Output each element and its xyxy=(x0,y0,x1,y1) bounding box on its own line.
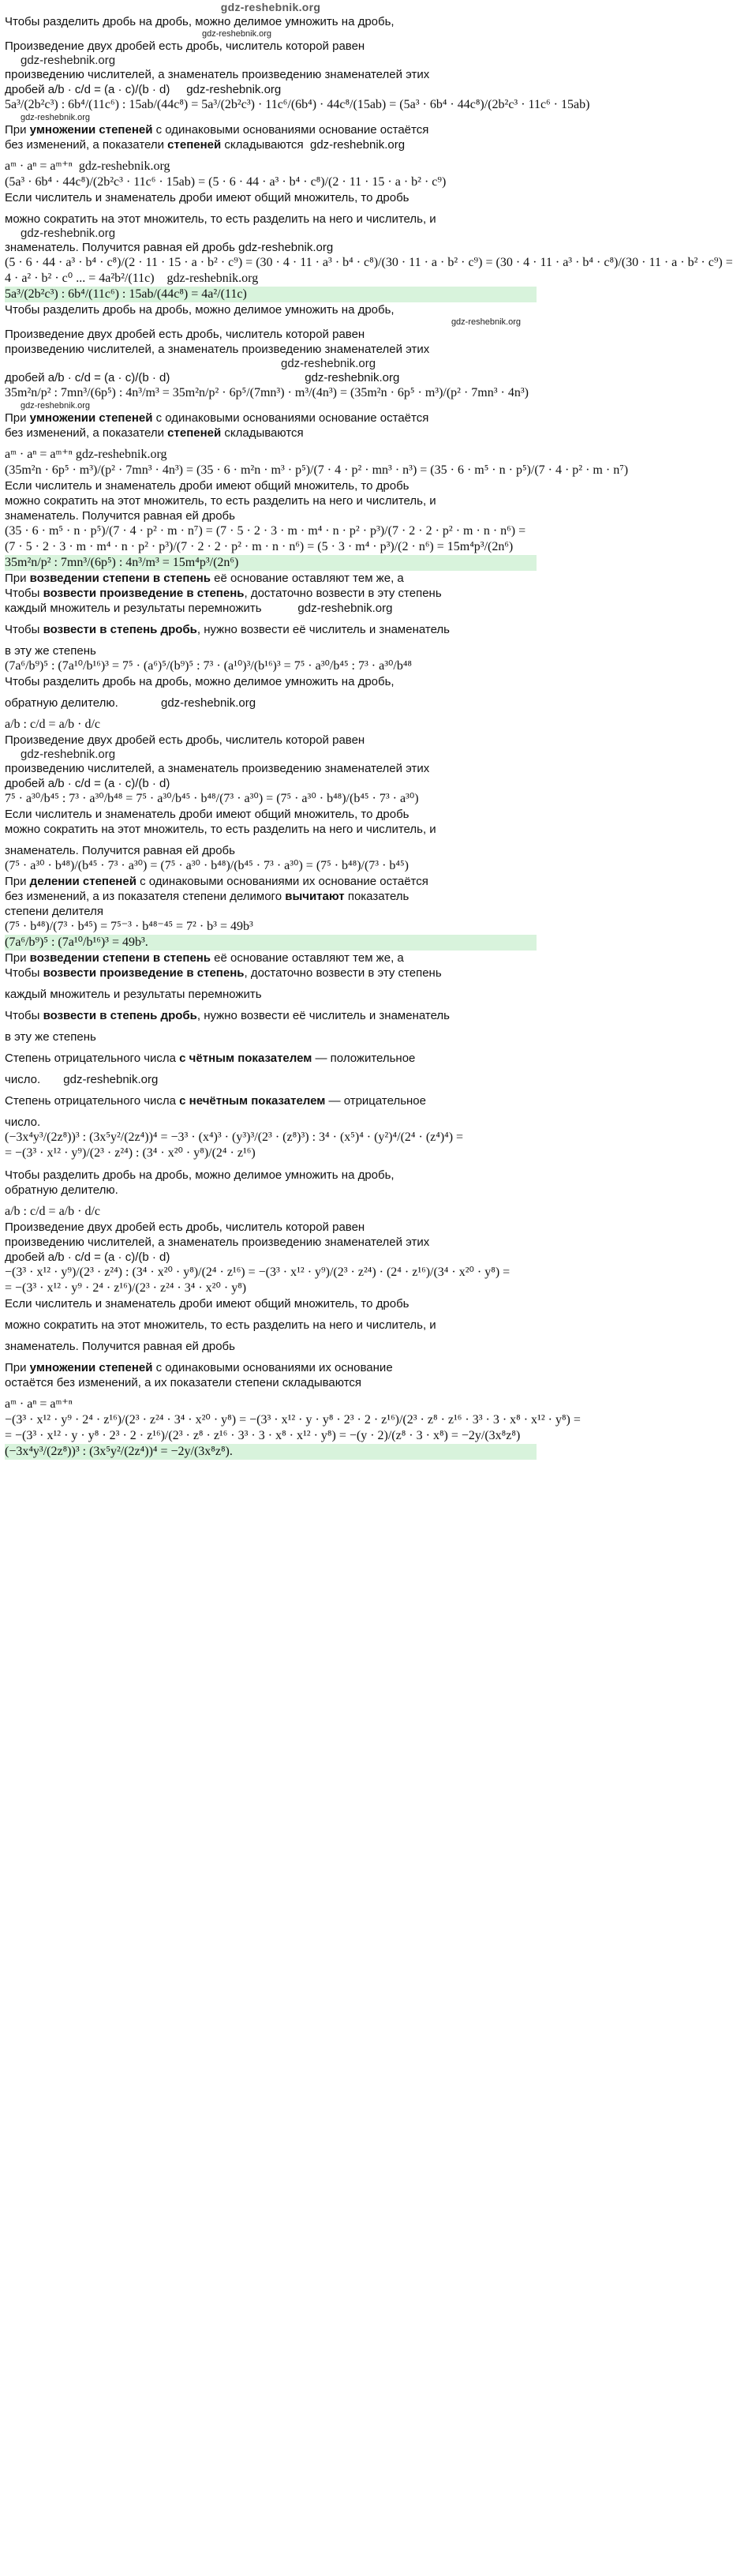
formula: 35m²n/p² : 7mn³/(6p⁵) : 4n³/m³ = 35m²n/p² · 6p⁵/(7mn³) · m³/(4n³) = (35m²n · 6p⁵ · m³)/(p² · 7mn³ · 4n³) xyxy=(5,386,529,399)
explanation-text: можно сократить на этот множитель, то есть разделить на него и числитель, и xyxy=(5,1318,436,1332)
formula: (7⁵ · a³⁰ · b⁴⁸)/(b⁴⁵ · 7³ · a³⁰) = (7⁵ · a³⁰ · b⁴⁸)/(b⁴⁵ · 7³ · a³⁰) = (7⁵ · b⁴⁸)/(7³ · b⁴⁵) xyxy=(5,859,409,872)
formula: −(3³ · x¹² · y⁹ · 2⁴ · z¹⁶)/(2³ · z²⁴ · 3⁴ · x²⁰ · y⁸) = −(3³ · x¹² · y · y⁸ · 2³ · 2 · z¹⁶)/(2³ · z⁸ · z¹⁶ · 3³ · 3 · x⁸ · x¹² · y⁸) = xyxy=(5,1413,581,1427)
answer-formula: 35m²n/p² : 7mn³/(6p⁵) : 4n³/m³ = 15m⁴p³/(2n⁶) xyxy=(5,555,537,571)
explanation-text: можно сократить на этот множитель, то есть разделить на него и числитель, и xyxy=(5,212,436,226)
explanation-text: произведению числителей, а знаменатель произведению знаменателей этих xyxy=(5,343,430,356)
formula: 7⁵ · a³⁰/b⁴⁵ : 7³ · a³⁰/b⁴⁸ = 7⁵ · a³⁰/b⁴⁵ · b⁴⁸/(7³ · a³⁰) = (7⁵ · a³⁰ · b⁴⁸)/(b⁴⁵ · 7³ · a³⁰) xyxy=(5,792,419,805)
formula: (7a⁶/b⁹)⁵ : (7a¹⁰/b¹⁶)³ = 7⁵ · (a⁶)⁵/(b⁹)⁵ : 7³ · (a¹⁰)³/(b¹⁶)³ = 7⁵ · a³⁰/b⁴⁵ : 7³ · a³⁰/b⁴⁸ xyxy=(5,659,413,673)
spacer xyxy=(5,837,537,843)
watermark: gdz-reshebnik.org xyxy=(21,54,116,67)
formula: 5a³/(2b²c³) : 6b⁴/(11c⁶) : 15ab/(44c⁸) = 5a³/(2b²c³) · 11c⁶/(6b⁴) · 44c⁸/(15ab) = (5a³ · 6b⁴ · 44c⁸)/(2b²c³ · 11c⁶ · 15ab) xyxy=(5,98,590,111)
spacer xyxy=(5,689,537,696)
explanation-text: число. xyxy=(5,1116,41,1129)
formula: = −(3³ · x¹² · y · y⁸ · 2³ · 2 · z¹⁶)/(2³ · z⁸ · z¹⁶ · 3³ · 3 · x⁸ · x¹² · y⁸) = −(y · 2)/(z⁸ · 3 · x⁸) = −2y/(3x⁸z⁸) xyxy=(5,1429,521,1442)
explanation-text: произведению числителей, а знаменатель произведению знаменателей этих xyxy=(5,762,430,775)
spacer xyxy=(5,1161,537,1168)
formula: = −(3³ · x¹² · y⁹ · 2⁴ · z¹⁶)/(2³ · z²⁴ · 3⁴ · x²⁰ · y⁸) xyxy=(5,1281,247,1295)
explanation-text: Степень отрицательного числа с нечётным показателем — отрицательное xyxy=(5,1094,426,1108)
explanation-text: произведению числителей, а знаменатель произведению знаменателей этих xyxy=(5,68,430,81)
watermark: gdz-reshebnik.org xyxy=(451,317,521,327)
explanation-text: знаменатель. Получится равная ей дробь xyxy=(5,844,235,857)
spacer xyxy=(5,205,537,212)
explanation-text: Чтобы возвести в степень дробь, нужно возвести её числитель и знаменатель xyxy=(5,623,450,636)
spacer xyxy=(5,441,537,447)
spacer xyxy=(5,1108,537,1115)
explanation-text: в эту же степень xyxy=(5,644,96,658)
solution-content xyxy=(5,14,733,1460)
formula: (−3x⁴y³/(2z⁸))³ : (3x⁵y²/(2z⁴))⁴ = −3³ · (x⁴)³ · (y³)³/(2³ · (z⁸)³) : 3⁴ · (x⁵)⁴ · (y²)⁴/(2⁴ · (z⁴)⁴) = xyxy=(5,1131,464,1144)
explanation-text: каждый множитель и результаты перемножить xyxy=(5,988,262,1001)
explanation-text: дробей a/b · c/d = (a · c)/(b · d) gdz-reshebnik.org xyxy=(5,371,400,384)
explanation-text: Чтобы возвести произведение в степень, достаточно возвести в эту степень xyxy=(5,966,442,980)
spacer xyxy=(5,1333,537,1339)
explanation-text: При умножении степеней с одинаковыми основаниями их основание xyxy=(5,1361,393,1374)
explanation-text: Чтобы разделить дробь на дробь, можно делимое умножить на дробь, xyxy=(5,15,395,28)
explanation-text: Если числитель и знаменатель дроби имеют общий множитель, то дробь xyxy=(5,808,410,821)
spacer xyxy=(5,1390,537,1397)
explanation-text: число. gdz-reshebnik.org xyxy=(5,1073,159,1086)
formula: −(3³ · x¹² · y⁹)/(2³ · z²⁴) : (3⁴ · x²⁰ · y⁸)/(2⁴ · z¹⁶) = −(3³ · x¹² · y⁹)/(2³ · z²⁴) · (2⁴ · z¹⁶)/(3⁴ · x²⁰ · y⁸) = xyxy=(5,1266,510,1279)
formula: 4 · a² · b² · c⁰ ... = 4a²b²/(11c) gdz-reshebnik.org xyxy=(5,272,259,285)
explanation-text: Произведение двух дробей есть дробь, числитель которой равен xyxy=(5,328,365,341)
explanation-text: знаменатель. Получится равная ей дробь xyxy=(5,1340,235,1353)
explanation-text: в эту же степень xyxy=(5,1030,96,1044)
explanation-text: можно сократить на этот множитель, то есть разделить на него и числитель, и xyxy=(5,823,436,836)
explanation-text: обратную делителю. xyxy=(5,1183,118,1197)
solution-ex2 xyxy=(5,302,629,571)
explanation-text: остаётся без изменений, а их показатели степени складываются xyxy=(5,1376,362,1389)
spacer xyxy=(5,637,537,643)
explanation-text: Чтобы возвести в степень дробь, нужно возвести её числитель и знаменатель xyxy=(5,1009,450,1022)
explanation-text: знаменатель. Получится равная ей дробь gdz-reshebnik.org xyxy=(5,241,334,254)
explanation-text: Если числитель и знаменатель дроби имеют общий множитель, то дробь xyxy=(5,479,410,493)
answer-formula: (7a⁶/b⁹)⁵ : (7a¹⁰/b¹⁶)³ = 49b³. xyxy=(5,935,537,951)
formula: aᵐ · aⁿ = aᵐ⁺ⁿ gdz-reshebnik.org xyxy=(5,448,167,461)
explanation-text: знаменатель. Получится равная ей дробь xyxy=(5,509,235,523)
formula: aᵐ · aⁿ = aᵐ⁺ⁿ gdz-reshebnik.org xyxy=(5,159,170,173)
explanation-text: произведению числителей, а знаменатель произведению знаменателей этих xyxy=(5,1236,430,1249)
spacer xyxy=(5,152,537,159)
watermark: gdz-reshebnik.org xyxy=(202,29,272,39)
watermark: gdz-reshebnik.org xyxy=(21,401,91,411)
site-logo: gdz-reshebnik.org xyxy=(220,1,321,13)
explanation-text: Чтобы разделить дробь на дробь, можно делимое умножить на дробь, xyxy=(5,303,395,317)
spacer xyxy=(5,981,537,987)
watermark: gdz-reshebnik.org xyxy=(21,748,116,761)
answer-formula: 5a³/(2b²c³) : 6b⁴/(11c⁶) : 15ab/(44c⁸) = 4a²/(11c) xyxy=(5,287,537,302)
explanation-text: Чтобы разделить дробь на дробь, можно делимое умножить на дробь, xyxy=(5,675,395,688)
formula: (7 · 5 · 2 · 3 · m · m⁴ · n · p² · p³)/(7 · 2 · 2 · p² · m · n · n⁶) = (5 · 3 · m⁴ · p³)/(2 · n⁶) = 15m⁴p³/(2n⁶) xyxy=(5,540,514,553)
explanation-text: Чтобы разделить дробь на дробь, можно делимое умножить на дробь, xyxy=(5,1168,395,1182)
formula: = −(3³ · x¹² · y⁹)/(2³ · z²⁴) : (3⁴ · x²⁰ · y⁸)/(2⁴ · z¹⁶) xyxy=(5,1146,256,1160)
formula: a/b : c/d = a/b · d/c xyxy=(5,718,100,731)
solution-ex1 xyxy=(5,14,733,302)
spacer xyxy=(5,1023,537,1029)
formula: (35 · 6 · m⁵ · n · p⁵)/(7 · 4 · p² · m · n⁷) = (7 · 5 · 2 · 3 · m · m⁴ · n · p² · p³)/(7 · 2 · 2 · p² · m · n · n⁶) = xyxy=(5,524,526,538)
explanation-text: дробей a/b · c/d = (a · c)/(b · d) xyxy=(5,1251,170,1264)
spacer xyxy=(5,616,537,622)
spacer xyxy=(5,1354,537,1360)
explanation-text: При умножении степеней с одинаковыми основаниями основание остаётся xyxy=(5,411,429,425)
explanation-text: дробей a/b · c/d = (a · c)/(b · d) gdz-reshebnik.org xyxy=(5,83,282,96)
explanation-text: без изменений, а из показателя степени делимого вычитают показатель xyxy=(5,890,410,903)
explanation-text: Произведение двух дробей есть дробь, числитель которой равен xyxy=(5,1221,365,1234)
spacer xyxy=(5,1198,537,1204)
explanation-text: Чтобы возвести произведение в степень, достаточно возвести в эту степень xyxy=(5,587,442,600)
watermark: gdz-reshebnik.org xyxy=(21,113,91,122)
spacer xyxy=(5,1087,537,1093)
spacer xyxy=(5,711,537,717)
explanation-text: каждый множитель и результаты перемножить gdz-reshebnik.org xyxy=(5,602,393,615)
spacer xyxy=(5,1002,537,1008)
explanation-text: При умножении степеней с одинаковыми основаниями основание остаётся xyxy=(5,123,429,137)
explanation-text: без изменений, а показатели степеней складываются gdz-reshebnik.org xyxy=(5,138,406,152)
explanation-text: Если числитель и знаменатель дроби имеют общий множитель, то дробь xyxy=(5,191,410,204)
formula: (7⁵ · b⁴⁸)/(7³ · b⁴⁵) = 7⁵⁻³ · b⁴⁸⁻⁴⁵ = 7² · b³ = 49b³ xyxy=(5,920,253,933)
explanation-text: При возведении степени в степень её основание оставляют тем же, а xyxy=(5,951,404,965)
solution-ex4 xyxy=(5,951,581,1460)
formula: aᵐ · aⁿ = aᵐ⁺ⁿ xyxy=(5,1397,73,1411)
spacer xyxy=(5,1066,537,1072)
formula: (35m²n · 6p⁵ · m³)/(p² · 7mn³ · 4n³) = (35 · 6 · m²n · m³ · p⁵)/(7 · 4 · p² · mn³ · n³) = (35 · 6 · m⁵ · n · p⁵)/(7 · 4 · p² · m · n⁷) xyxy=(5,463,629,477)
explanation-text: Если числитель и знаменатель дроби имеют общий множитель, то дробь xyxy=(5,1297,410,1310)
explanation-text: степени делителя xyxy=(5,905,103,918)
explanation-text: без изменений, а показатели степеней складываются xyxy=(5,426,304,440)
watermark: gdz-reshebnik.org xyxy=(281,357,376,370)
formula: (5 · 6 · 44 · a³ · b⁴ · c⁸)/(2 · 11 · 15 · a · b² · c⁹) = (30 · 4 · 11 · a³ · b⁴ · c⁸)/(30 · 11 · a · b² · c⁹) = (30 · 4 · 11 · a³ · b⁴ · c⁸)/(30 · 11 · a · b² · c⁹) = xyxy=(5,256,733,269)
explanation-text: При делении степеней с одинаковыми основаниями их основание остаётся xyxy=(5,875,428,888)
spacer xyxy=(5,1044,537,1051)
explanation-text: При возведении степени в степень её основание оставляют тем же, а xyxy=(5,572,404,585)
solution-ex3 xyxy=(5,571,537,951)
answer-formula: (−3x⁴y³/(2z⁸))³ : (3x⁵y²/(2z⁴))⁴ = −2y/(3x⁸z⁸). xyxy=(5,1444,537,1460)
explanation-text: можно сократить на этот множитель, то есть разделить на него и числитель, и xyxy=(5,494,436,508)
explanation-text: дробей a/b · c/d = (a · c)/(b · d) xyxy=(5,777,170,790)
explanation-text: Степень отрицательного числа с чётным показателем — положительное xyxy=(5,1052,416,1065)
explanation-text: Произведение двух дробей есть дробь, числитель которой равен xyxy=(5,39,365,53)
explanation-text: Произведение двух дробей есть дробь, числитель которой равен xyxy=(5,733,365,747)
explanation-text: обратную делителю. gdz-reshebnik.org xyxy=(5,696,256,710)
formula: a/b : c/d = a/b · d/c xyxy=(5,1205,100,1218)
spacer xyxy=(5,1311,537,1318)
formula: (5a³ · 6b⁴ · 44c⁸)/(2b²c³ · 11c⁶ · 15ab) = (5 · 6 · 44 · a³ · b⁴ · c⁸)/(2 · 11 · 15 · a · b² · c⁹) xyxy=(5,175,447,189)
watermark: gdz-reshebnik.org xyxy=(21,227,116,240)
